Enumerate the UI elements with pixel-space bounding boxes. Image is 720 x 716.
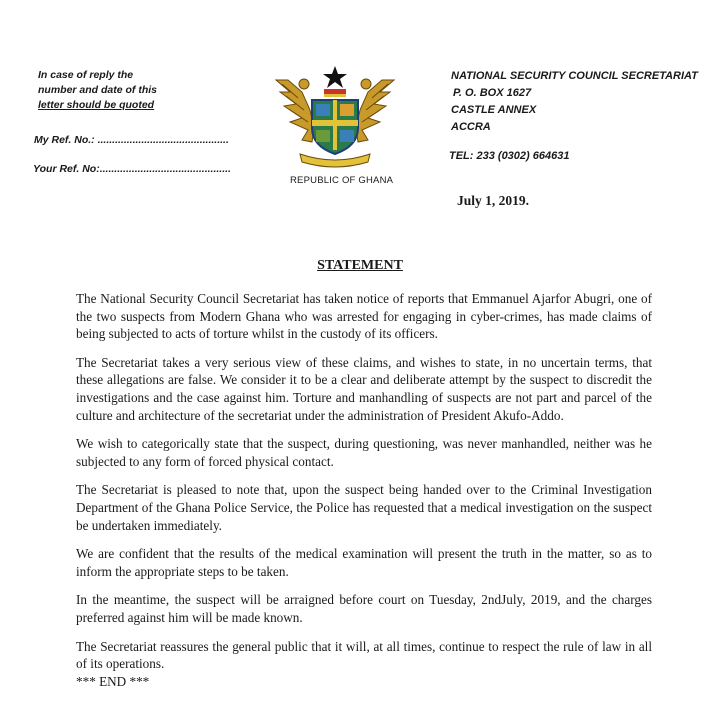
- reply-instruction-line: number and date of this: [38, 84, 158, 96]
- my-ref-field: My Ref. No.: .............................................: [34, 134, 229, 146]
- body-paragraph: We are confident that the results of the medical examination will present the truth in the matter, so as to inform the appropriate steps to be taken.: [76, 546, 652, 579]
- ghana-coat-of-arms-icon: [268, 62, 402, 170]
- reply-instruction-line: letter should be quoted: [38, 99, 155, 111]
- end-mark: *** END ***: [76, 673, 150, 689]
- body-paragraph: The National Security Council Secretariat has taken notice of reports that Emmanuel Ajarfor Abugri, one of the two suspects from Modern Ghana who was arrested for engaging in cyber-crimes, has made claims of being subjected to acts of torture whilst in the custody of its officers.: [76, 291, 652, 342]
- your-ref-field: Your Ref. No:.............................................: [33, 163, 231, 175]
- body-paragraph: The Secretariat reassures the general public that it will, at all times, continue to respect the rule of law in all of its operations.: [76, 638, 652, 672]
- statement-heading: STATEMENT: [317, 258, 403, 273]
- body-paragraph: The Secretariat takes a very serious view of these claims, and wishes to state, in no uncertain terms, that these allegations are false. We consider it to be a clear and deliberate attempt by the suspect to discredit the investigations and the case against him. Torture and manhandling of suspects are not part and parcel of the culture and architecture of the secretariat under the administration of President Akufo-Addo.: [76, 354, 652, 423]
- body-paragraph: The Secretariat is pleased to note that, upon the suspect being handed over to the Criminal Investigation Department of the Ghana Police Service, the Police has requested that a medical investigation on the suspect be undertaken immediately.: [76, 482, 652, 533]
- sender-address: [451, 68, 698, 136]
- address-line: CASTLE ANNEX: [451, 104, 537, 116]
- address-line: NATIONAL SECURITY COUNCIL SECRETARIAT: [451, 70, 698, 82]
- statement-body: [76, 290, 652, 690]
- letter-date: July 1, 2019.: [457, 193, 530, 208]
- reply-instruction: [38, 68, 157, 113]
- body-paragraph: In the meantime, the suspect will be arraigned before court on Tuesday, 2ndJuly, 2019, and the charges preferred against him will be made known.: [76, 592, 652, 625]
- body-paragraph: We wish to categorically state that the suspect, during questioning, was never manhandled, neither was he subjected to any form of forced physical contact.: [76, 436, 652, 469]
- reply-instruction-line: In case of reply the: [38, 69, 134, 81]
- telephone: TEL: 233 (0302) 664631: [449, 150, 570, 162]
- address-line: ACCRA: [451, 121, 491, 133]
- address-line: P. O. BOX 1627: [453, 87, 532, 99]
- crest-caption: REPUBLIC OF GHANA: [290, 175, 394, 186]
